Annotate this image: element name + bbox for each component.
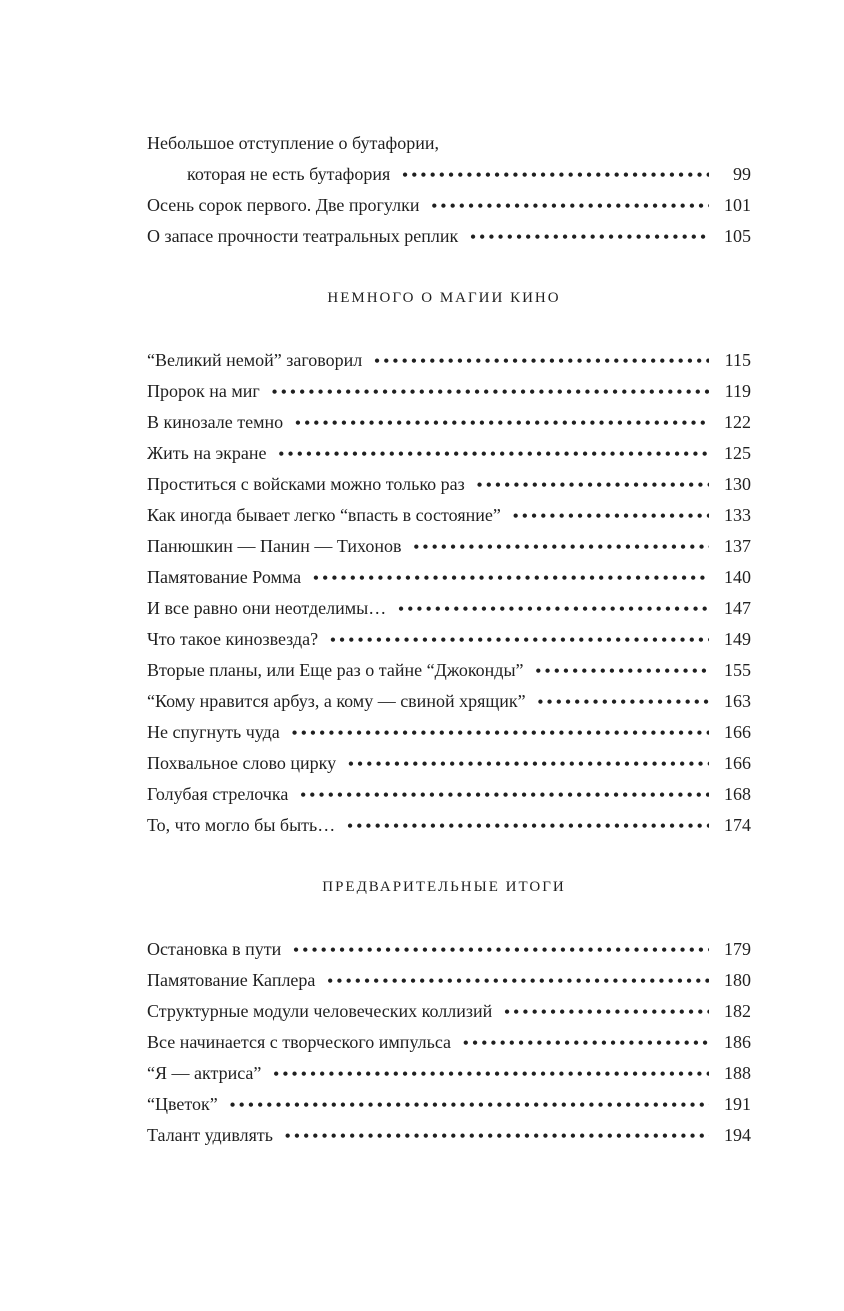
dot-leader bbox=[313, 563, 709, 594]
toc-entry-title: Остановка в пути bbox=[147, 939, 282, 959]
dot-leader bbox=[374, 346, 709, 377]
toc-entry-page: 194 bbox=[724, 1125, 751, 1145]
toc-entry-page: 105 bbox=[724, 226, 751, 246]
dot-leader bbox=[293, 935, 709, 966]
toc-entry bbox=[147, 190, 751, 221]
toc-entry bbox=[147, 438, 751, 469]
toc-entry-title: Как иногда бывает легко “впасть в состояние” bbox=[147, 505, 501, 525]
toc-entry-title: Памятование Ромма bbox=[147, 567, 302, 587]
toc-entry-page: 180 bbox=[724, 970, 751, 990]
dot-leader bbox=[230, 1090, 709, 1121]
toc-entry-title: Жить на экране bbox=[147, 443, 267, 463]
toc-entry-title: Проститься с войсками можно только раз bbox=[147, 474, 465, 494]
toc-entry-title: Памятование Каплера bbox=[147, 970, 316, 990]
toc-entry-title: И все равно они неотделимы… bbox=[147, 598, 387, 618]
dot-leader bbox=[300, 780, 709, 811]
toc-entry bbox=[147, 159, 751, 190]
toc-entry bbox=[147, 1058, 751, 1089]
toc-entry-title: Пророк на миг bbox=[147, 381, 260, 401]
toc-entry-page: 179 bbox=[724, 939, 751, 959]
toc-entry bbox=[147, 655, 751, 686]
toc-entry-page: 133 bbox=[724, 505, 751, 525]
section-spacer bbox=[147, 903, 751, 934]
toc-entry-title: О запасе прочности театральных реплик bbox=[147, 226, 459, 246]
toc-entry-page: 101 bbox=[724, 195, 751, 215]
dot-leader bbox=[330, 625, 709, 656]
toc-entry-page: 125 bbox=[724, 443, 751, 463]
dot-leader bbox=[413, 532, 709, 563]
toc-entry bbox=[147, 996, 751, 1027]
toc-entry bbox=[147, 221, 751, 252]
dot-leader bbox=[327, 966, 709, 997]
toc-entry-page: 122 bbox=[724, 412, 751, 432]
dot-leader bbox=[348, 749, 709, 780]
toc-entry bbox=[147, 686, 751, 717]
toc-entry bbox=[147, 1120, 751, 1151]
toc-entry-title: Что такое кинозвезда? bbox=[147, 629, 319, 649]
toc-entry-title: Небольшое отступление о бутафории, bbox=[147, 133, 439, 153]
toc-entry-title: Осень сорок первого. Две прогулки bbox=[147, 195, 420, 215]
toc-entry-page: 163 bbox=[724, 691, 751, 711]
toc-entry-page: 137 bbox=[724, 536, 751, 556]
toc-entry-title: В кинозале темно bbox=[147, 412, 284, 432]
toc-entry bbox=[147, 500, 751, 531]
dot-leader bbox=[431, 191, 709, 222]
toc-entry bbox=[147, 128, 751, 159]
dot-leader bbox=[347, 811, 709, 842]
toc-entry-title: Не спугнуть чуда bbox=[147, 722, 280, 742]
toc-entry bbox=[147, 779, 751, 810]
section-spacer bbox=[147, 841, 751, 872]
toc-entry-page: 119 bbox=[724, 381, 751, 401]
dot-leader bbox=[470, 222, 709, 253]
toc-entry-page: 147 bbox=[724, 598, 751, 618]
toc-entry bbox=[147, 562, 751, 593]
toc-entry-title: Вторые планы, или Еще раз о тайне “Джоконды” bbox=[147, 660, 524, 680]
toc-entry-title: То, что могло бы быть… bbox=[147, 815, 336, 835]
toc-entry-page: 149 bbox=[724, 629, 751, 649]
toc-entry bbox=[147, 376, 751, 407]
toc-entry-page: 188 bbox=[724, 1063, 751, 1083]
toc-entry-page: 174 bbox=[724, 815, 751, 835]
toc-entry-page: 140 bbox=[724, 567, 751, 587]
section-spacer bbox=[147, 314, 751, 345]
toc-entry bbox=[147, 748, 751, 779]
toc-entry-page: 186 bbox=[724, 1032, 751, 1052]
toc-entry-page: 168 bbox=[724, 784, 751, 804]
dot-leader bbox=[295, 408, 709, 439]
toc-entry-page: 191 bbox=[724, 1094, 751, 1114]
toc-entry bbox=[147, 717, 751, 748]
toc-entry-title: Голубая стрелочка bbox=[147, 784, 289, 804]
section-entries bbox=[147, 934, 751, 1151]
toc-entry-page: 166 bbox=[724, 753, 751, 773]
dot-leader bbox=[513, 501, 709, 532]
dot-leader bbox=[285, 1121, 709, 1152]
toc-entry bbox=[147, 1089, 751, 1120]
toc-entry-page: 182 bbox=[724, 1001, 751, 1021]
dot-leader bbox=[477, 470, 709, 501]
toc-entry bbox=[147, 531, 751, 562]
toc-entry bbox=[147, 469, 751, 500]
toc-entry bbox=[147, 810, 751, 841]
section-spacer bbox=[147, 252, 751, 283]
dot-leader bbox=[273, 1059, 709, 1090]
dot-leader bbox=[538, 687, 709, 718]
toc-entry-title: Талант удивлять bbox=[147, 1125, 273, 1145]
toc-entry bbox=[147, 1027, 751, 1058]
toc-entry bbox=[147, 593, 751, 624]
dot-leader bbox=[398, 594, 709, 625]
toc-entry-page: 99 bbox=[733, 164, 751, 184]
section-heading: ПРЕДВАРИТЕЛЬНЫЕ ИТОГИ bbox=[322, 879, 566, 895]
dot-leader bbox=[292, 718, 709, 749]
table-of-contents bbox=[147, 128, 751, 1151]
toc-entry-page: 115 bbox=[724, 350, 751, 370]
toc-entry-title: “Я — актриса” bbox=[147, 1063, 262, 1083]
dot-leader bbox=[463, 1028, 709, 1059]
dot-leader bbox=[279, 439, 709, 470]
toc-entry bbox=[147, 407, 751, 438]
dot-leader bbox=[504, 997, 709, 1028]
toc-entry-page: 155 bbox=[724, 660, 751, 680]
toc-entry-title: Панюшкин — Панин — Тихонов bbox=[147, 536, 402, 556]
toc-entry-title: “Кому нравится арбуз, а кому — свиной хрящик” bbox=[147, 691, 526, 711]
toc-entry-page: 166 bbox=[724, 722, 751, 742]
dot-leader bbox=[536, 656, 709, 687]
toc-entry-page: 130 bbox=[724, 474, 751, 494]
toc-entry-title: Все начинается с творческого импульса bbox=[147, 1032, 452, 1052]
section-entries bbox=[147, 345, 751, 841]
toc-entry-title: Похвальное слово цирку bbox=[147, 753, 337, 773]
toc-entry bbox=[147, 934, 751, 965]
dot-leader bbox=[272, 377, 709, 408]
toc-entry-title: “Великий немой” заговорил bbox=[147, 350, 363, 370]
toc-entry-title: которая не есть бутафория bbox=[187, 164, 391, 184]
toc-entry bbox=[147, 965, 751, 996]
toc-entry-title: Структурные модули человеческих коллизий bbox=[147, 1001, 493, 1021]
toc-entry bbox=[147, 624, 751, 655]
section-heading: НЕМНОГО О МАГИИ КИНО bbox=[327, 290, 561, 306]
toc-entry-title: “Цветок” bbox=[147, 1094, 218, 1114]
toc-entry bbox=[147, 345, 751, 376]
dot-leader bbox=[402, 160, 709, 191]
